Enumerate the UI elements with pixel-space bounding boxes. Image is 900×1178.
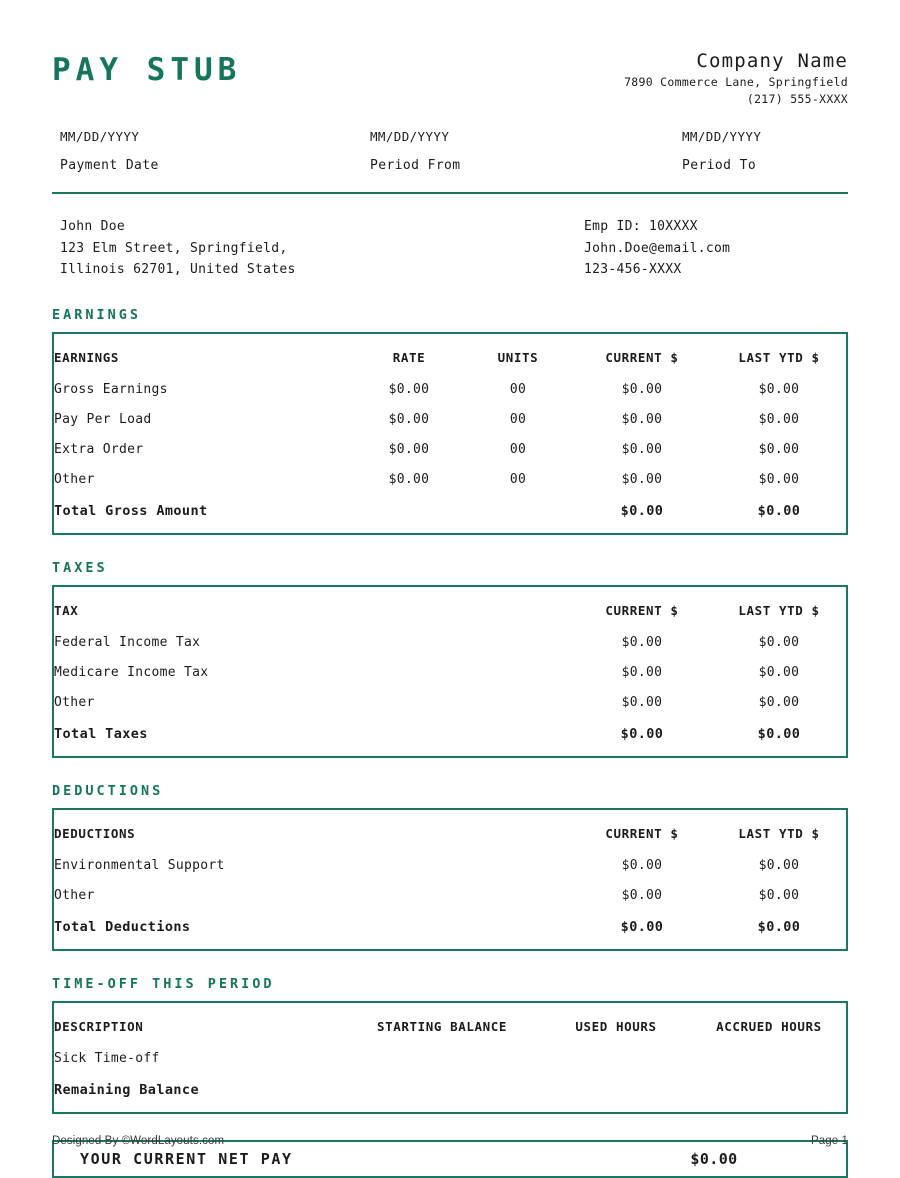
- payment-date-label: Payment Date: [60, 158, 159, 173]
- row-current: $0.00: [621, 694, 663, 710]
- employee-address-line1: 123 Elm Street, Springfield,: [60, 240, 288, 256]
- table-row: [54, 404, 846, 434]
- taxes-section-title: TAXES: [52, 560, 108, 577]
- period-from-label: Period From: [370, 158, 461, 173]
- row-ytd: $0.00: [758, 441, 800, 457]
- column-header-deductions: DEDUCTIONS: [54, 825, 136, 841]
- row-label: Sick Time-off: [54, 1050, 160, 1066]
- table-row: [54, 464, 846, 494]
- row-current: $0.00: [621, 634, 663, 650]
- total-current: $0.00: [620, 726, 664, 743]
- total-rate: [354, 494, 464, 533]
- table-row: [54, 627, 846, 657]
- table-header-row: [54, 810, 846, 850]
- row-current: $0.00: [621, 664, 663, 680]
- total-ytd: $0.00: [757, 726, 801, 743]
- row-label: Pay Per Load: [54, 411, 152, 427]
- column-header-units: UNITS: [497, 349, 539, 365]
- total-label: Total Gross Amount: [54, 503, 208, 520]
- row-rate: $0.00: [388, 471, 430, 487]
- column-header-rate: RATE: [392, 349, 426, 365]
- table-header-row: [54, 1003, 846, 1043]
- column-header-used-hours: USED HOURS: [575, 1018, 657, 1034]
- column-header-ytd: LAST YTD $: [738, 602, 820, 618]
- row-current: $0.00: [621, 411, 663, 427]
- row-ytd: $0.00: [758, 694, 800, 710]
- row-label: Federal Income Tax: [54, 634, 201, 650]
- employee-name: John Doe: [60, 219, 126, 235]
- row-ytd: $0.00: [758, 634, 800, 650]
- column-header-current: CURRENT $: [605, 602, 679, 618]
- table-total-row: [54, 1073, 846, 1112]
- company-address: 7890 Commerce Lane, Springfield: [624, 74, 848, 89]
- column-header-ytd: LAST YTD $: [738, 825, 820, 841]
- earnings-section: [52, 307, 848, 535]
- row-current: $0.00: [621, 471, 663, 487]
- total-label: Remaining Balance: [54, 1082, 199, 1099]
- deductions-section: [52, 783, 848, 951]
- table-row: [54, 687, 846, 717]
- row-rate: $0.00: [388, 441, 430, 457]
- employee-address-block: [60, 216, 296, 281]
- row-rate: $0.00: [388, 411, 430, 427]
- employee-id: Emp ID: 10XXXX: [584, 219, 698, 235]
- earnings-table: [52, 332, 848, 535]
- page-number: Page 1: [810, 1135, 848, 1147]
- row-current: $0.00: [621, 381, 663, 397]
- timeoff-section: [52, 976, 848, 1114]
- table-row: [54, 657, 846, 687]
- row-accrued-hours: [692, 1043, 846, 1073]
- designer-credit: Designed By ©WordLayouts.com: [52, 1135, 225, 1147]
- column-header-earnings: EARNINGS: [54, 349, 120, 365]
- employee-contact-block: [584, 216, 730, 281]
- table-header-row: [54, 334, 846, 374]
- row-ytd: $0.00: [758, 411, 800, 427]
- employee-phone: 123-456-XXXX: [584, 262, 682, 278]
- payment-date-block: [60, 130, 159, 173]
- period-to-value: MM/DD/YYYY: [682, 129, 762, 145]
- timeoff-table: [52, 1001, 848, 1114]
- pay-period-dates: [52, 130, 848, 188]
- net-pay-label: YOUR CURRENT NET PAY: [80, 1150, 293, 1169]
- total-label: Total Taxes: [54, 726, 148, 743]
- row-label: Other: [54, 887, 95, 903]
- row-units: 00: [509, 441, 527, 457]
- employee-address-line2: Illinois 62701, United States: [60, 262, 296, 278]
- company-name: Company Name: [696, 50, 848, 72]
- total-ytd: $0.00: [757, 919, 801, 936]
- page-title: PAY STUB: [52, 52, 242, 88]
- row-label: Medicare Income Tax: [54, 664, 209, 680]
- row-used-hours: [540, 1043, 692, 1073]
- table-row: [54, 880, 846, 910]
- page-footer: [52, 1135, 848, 1147]
- row-ytd: $0.00: [758, 664, 800, 680]
- row-rate: $0.00: [388, 381, 430, 397]
- column-header-ytd: LAST YTD $: [738, 349, 820, 365]
- row-current: $0.00: [621, 857, 663, 873]
- employee-info: [52, 194, 848, 304]
- taxes-section: [52, 560, 848, 758]
- company-info: [624, 46, 848, 108]
- table-total-row: [54, 910, 846, 949]
- row-label: Other: [54, 694, 95, 710]
- deductions-table: [52, 808, 848, 951]
- row-label: Gross Earnings: [54, 381, 168, 397]
- table-row: [54, 1043, 846, 1073]
- employee-email: John.Doe@email.com: [584, 240, 731, 256]
- row-label: Other: [54, 471, 95, 487]
- row-ytd: $0.00: [758, 887, 800, 903]
- row-ytd: $0.00: [758, 381, 800, 397]
- row-current: $0.00: [621, 887, 663, 903]
- row-ytd: $0.00: [758, 471, 800, 487]
- table-row: [54, 434, 846, 464]
- deductions-section-title: DEDUCTIONS: [52, 783, 164, 800]
- row-current: $0.00: [621, 441, 663, 457]
- row-units: 00: [509, 411, 527, 427]
- earnings-section-title: EARNINGS: [52, 307, 142, 324]
- row-ytd: $0.00: [758, 857, 800, 873]
- total-accrued-hours: [692, 1073, 846, 1112]
- period-to-block: [682, 130, 761, 173]
- column-header-current: CURRENT $: [605, 349, 679, 365]
- row-starting-balance: [344, 1043, 540, 1073]
- period-to-label: Period To: [682, 158, 757, 173]
- period-from-value: MM/DD/YYYY: [370, 129, 450, 145]
- total-label: Total Deductions: [54, 919, 191, 936]
- table-total-row: [54, 717, 846, 756]
- total-starting-balance: [344, 1073, 540, 1112]
- payment-date-value: MM/DD/YYYY: [60, 129, 140, 145]
- net-pay-amount: $0.00: [690, 1150, 738, 1169]
- column-header-current: CURRENT $: [605, 825, 679, 841]
- column-header-accrued-hours: ACCRUED HOURS: [716, 1018, 822, 1034]
- column-header-description: DESCRIPTION: [54, 1018, 144, 1034]
- company-phone: (217) 555-XXXX: [746, 92, 848, 106]
- total-ytd: $0.00: [757, 503, 801, 520]
- total-used-hours: [540, 1073, 692, 1112]
- table-row: [54, 850, 846, 880]
- total-units: [464, 494, 572, 533]
- row-label: Extra Order: [54, 441, 144, 457]
- table-total-row: [54, 494, 846, 533]
- row-units: 00: [509, 381, 527, 397]
- total-current: $0.00: [620, 919, 664, 936]
- column-header-tax: TAX: [54, 602, 79, 618]
- column-header-starting-balance: STARTING BALANCE: [376, 1018, 507, 1034]
- table-header-row: [54, 587, 846, 627]
- period-from-block: [370, 130, 461, 173]
- total-current: $0.00: [620, 503, 664, 520]
- timeoff-section-title: TIME-OFF THIS PERIOD: [52, 976, 275, 993]
- document-header: [52, 0, 848, 108]
- taxes-table: [52, 585, 848, 758]
- row-label: Environmental Support: [54, 857, 225, 873]
- table-row: [54, 374, 846, 404]
- row-units: 00: [509, 471, 527, 487]
